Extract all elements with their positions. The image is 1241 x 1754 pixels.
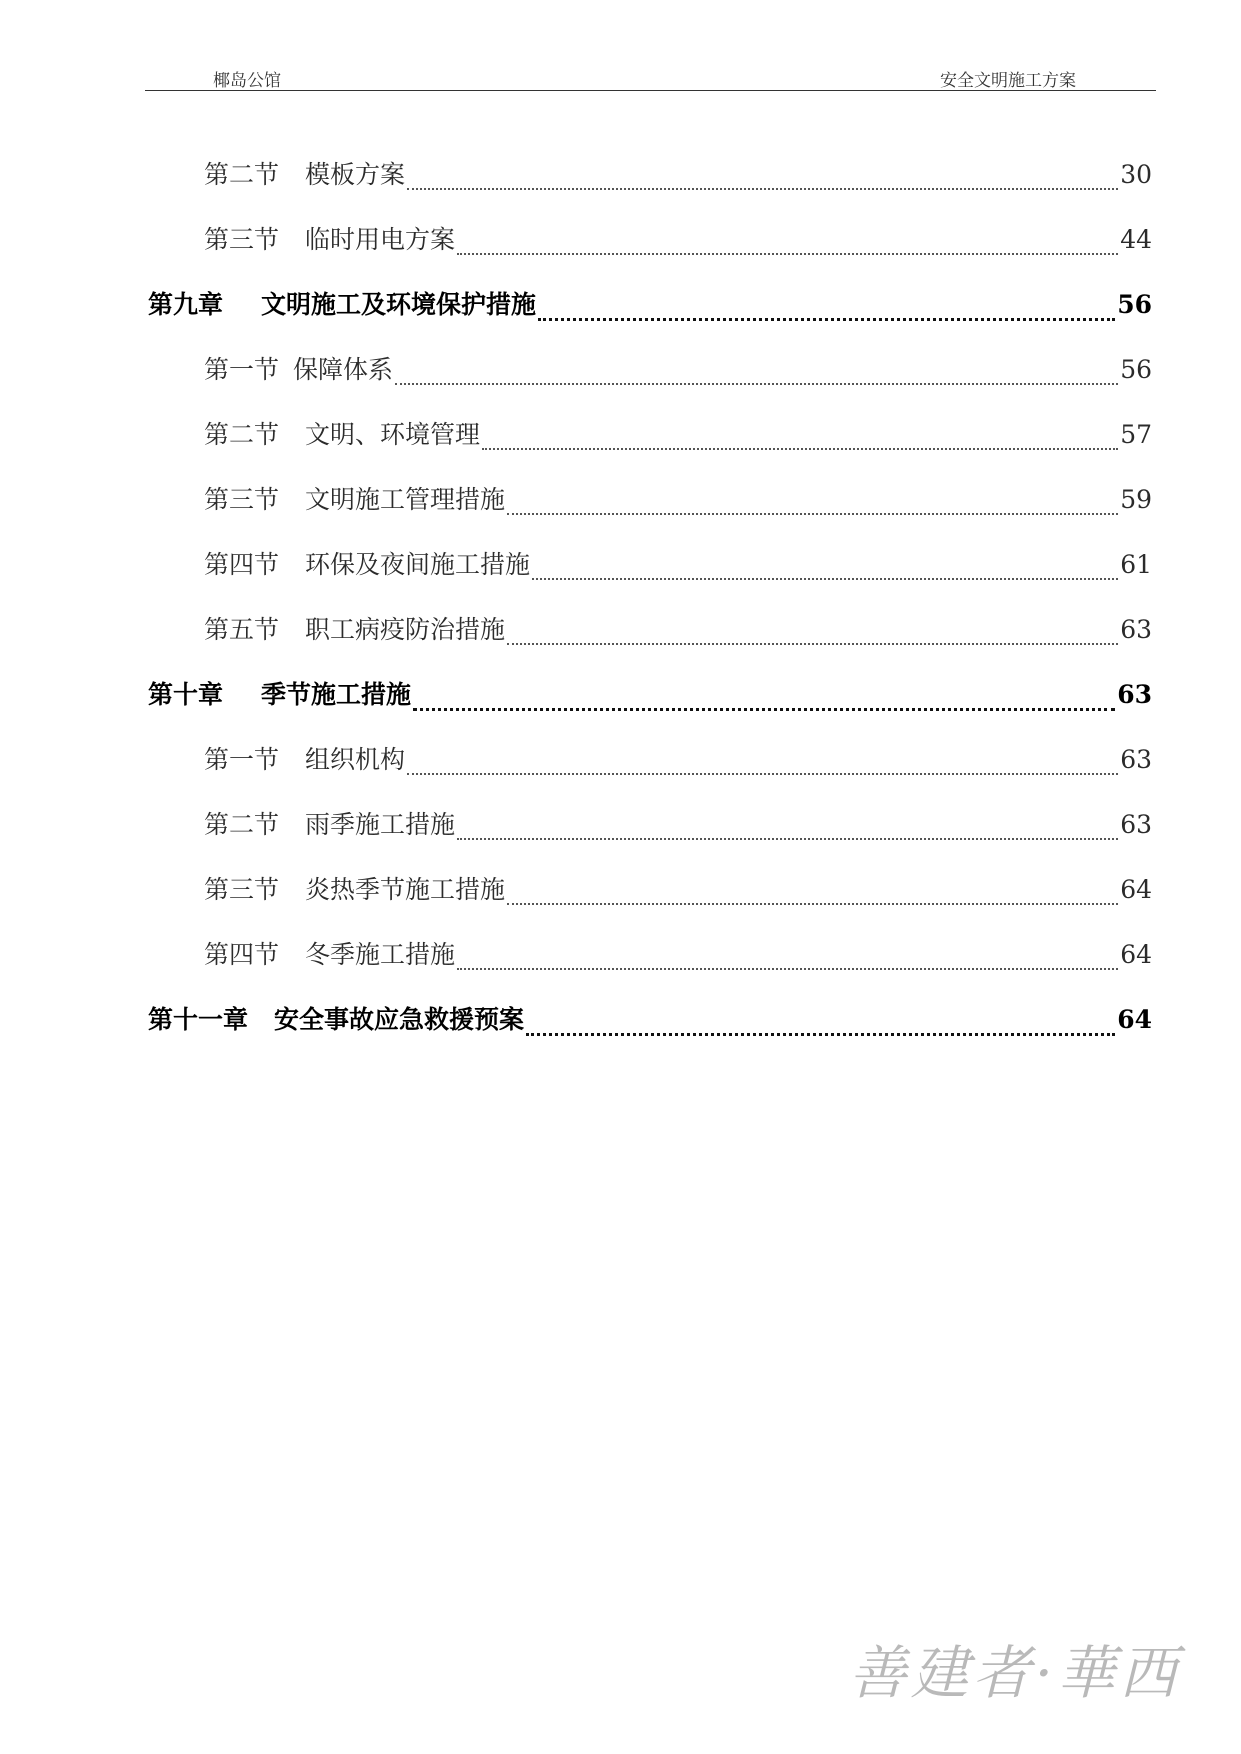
toc-entry-number: 第二节: [204, 420, 280, 449]
toc-section-entry[interactable]: [148, 938, 1152, 1003]
toc-entry-number: 第四节: [204, 940, 280, 969]
toc-entry-number: 第一节: [204, 745, 280, 774]
toc-dot-leader: [395, 353, 1118, 385]
toc-dot-leader: [457, 938, 1118, 970]
watermark-logo: 善建者·華西: [848, 1639, 1181, 1707]
toc-section-entry[interactable]: [148, 353, 1152, 418]
toc-section-entry[interactable]: [148, 483, 1152, 548]
toc-entry-number: 第三节: [204, 485, 280, 514]
toc-entry-title: 文明、环境管理: [305, 420, 481, 449]
toc-entry-title: 安全事故应急救援预案: [274, 1005, 525, 1034]
page-header: [145, 66, 1156, 91]
toc-entry-title: 炎热季节施工措施: [305, 875, 506, 904]
toc-chapter-entry[interactable]: [148, 678, 1152, 743]
toc-section-entry[interactable]: [148, 743, 1152, 808]
header-project-name: 椰岛公馆: [213, 71, 281, 91]
toc-chapter-entry[interactable]: [148, 288, 1152, 353]
toc-entry-title: 雨季施工措施: [305, 810, 456, 839]
toc-dot-leader: [507, 873, 1118, 905]
toc-entry-title: 环保及夜间施工措施: [305, 550, 531, 579]
toc-dot-leader: [532, 548, 1118, 580]
toc-entry-title: 组织机构: [305, 745, 406, 774]
toc-entry-page: 64: [1120, 940, 1152, 969]
toc-dot-leader: [407, 158, 1118, 190]
toc-dot-leader: [507, 613, 1118, 645]
toc-section-entry[interactable]: [148, 158, 1152, 223]
toc-dot-leader: [407, 743, 1118, 775]
toc-entry-title: 冬季施工措施: [305, 940, 456, 969]
toc-dot-leader: [538, 288, 1115, 321]
toc-entry-number: 第九章: [148, 290, 224, 319]
toc-section-entry[interactable]: [148, 548, 1152, 613]
toc-entry-number: 第五节: [204, 615, 280, 644]
toc-entry-page: 56: [1117, 290, 1152, 319]
toc-section-entry[interactable]: [148, 808, 1152, 873]
toc-entry-title: 保障体系: [293, 355, 394, 384]
toc-entry-title: 季节施工措施: [261, 680, 412, 709]
toc-entry-page: 59: [1120, 485, 1152, 514]
toc-entry-title: 文明施工管理措施: [305, 485, 506, 514]
toc-dot-leader: [482, 418, 1118, 450]
toc-chapter-entry[interactable]: [148, 1003, 1152, 1068]
toc-entry-number: 第二节: [204, 810, 280, 839]
toc-section-entry[interactable]: [148, 613, 1152, 678]
toc-entry-page: 63: [1117, 680, 1152, 709]
toc-entry-page: 63: [1120, 615, 1152, 644]
toc-section-entry[interactable]: [148, 873, 1152, 938]
toc-entry-number: 第二节: [204, 160, 280, 189]
toc-dot-leader: [526, 1003, 1115, 1036]
toc-dot-leader: [457, 223, 1118, 255]
toc-entry-title: 职工病疫防治措施: [305, 615, 506, 644]
toc-entry-number: 第三节: [204, 225, 280, 254]
toc-entry-page: 63: [1120, 745, 1152, 774]
toc-entry-title: 临时用电方案: [305, 225, 456, 254]
toc-entry-number: 第十章: [148, 680, 224, 709]
toc-entry-number: 第一节: [204, 355, 280, 384]
toc-dot-leader: [507, 483, 1118, 515]
toc-entry-page: 57: [1120, 420, 1152, 449]
toc-entry-title: 文明施工及环境保护措施: [261, 290, 537, 319]
toc-entry-number: 第四节: [204, 550, 280, 579]
toc-entry-number: 第三节: [204, 875, 280, 904]
toc-entry-page: 63: [1120, 810, 1152, 839]
toc-entry-page: 61: [1120, 550, 1152, 579]
toc-section-entry[interactable]: [148, 418, 1152, 483]
table-of-contents: [148, 158, 1152, 1068]
header-document-title: 安全文明施工方案: [940, 71, 1076, 91]
toc-entry-title: 模板方案: [305, 160, 406, 189]
toc-entry-page: 64: [1120, 875, 1152, 904]
toc-entry-page: 44: [1120, 225, 1152, 254]
toc-entry-page: 30: [1120, 160, 1152, 189]
toc-entry-page: 56: [1120, 355, 1152, 384]
toc-dot-leader: [413, 678, 1115, 711]
toc-entry-page: 64: [1117, 1005, 1152, 1034]
toc-dot-leader: [457, 808, 1118, 840]
toc-section-entry[interactable]: [148, 223, 1152, 288]
toc-entry-number: 第十一章: [148, 1005, 249, 1034]
